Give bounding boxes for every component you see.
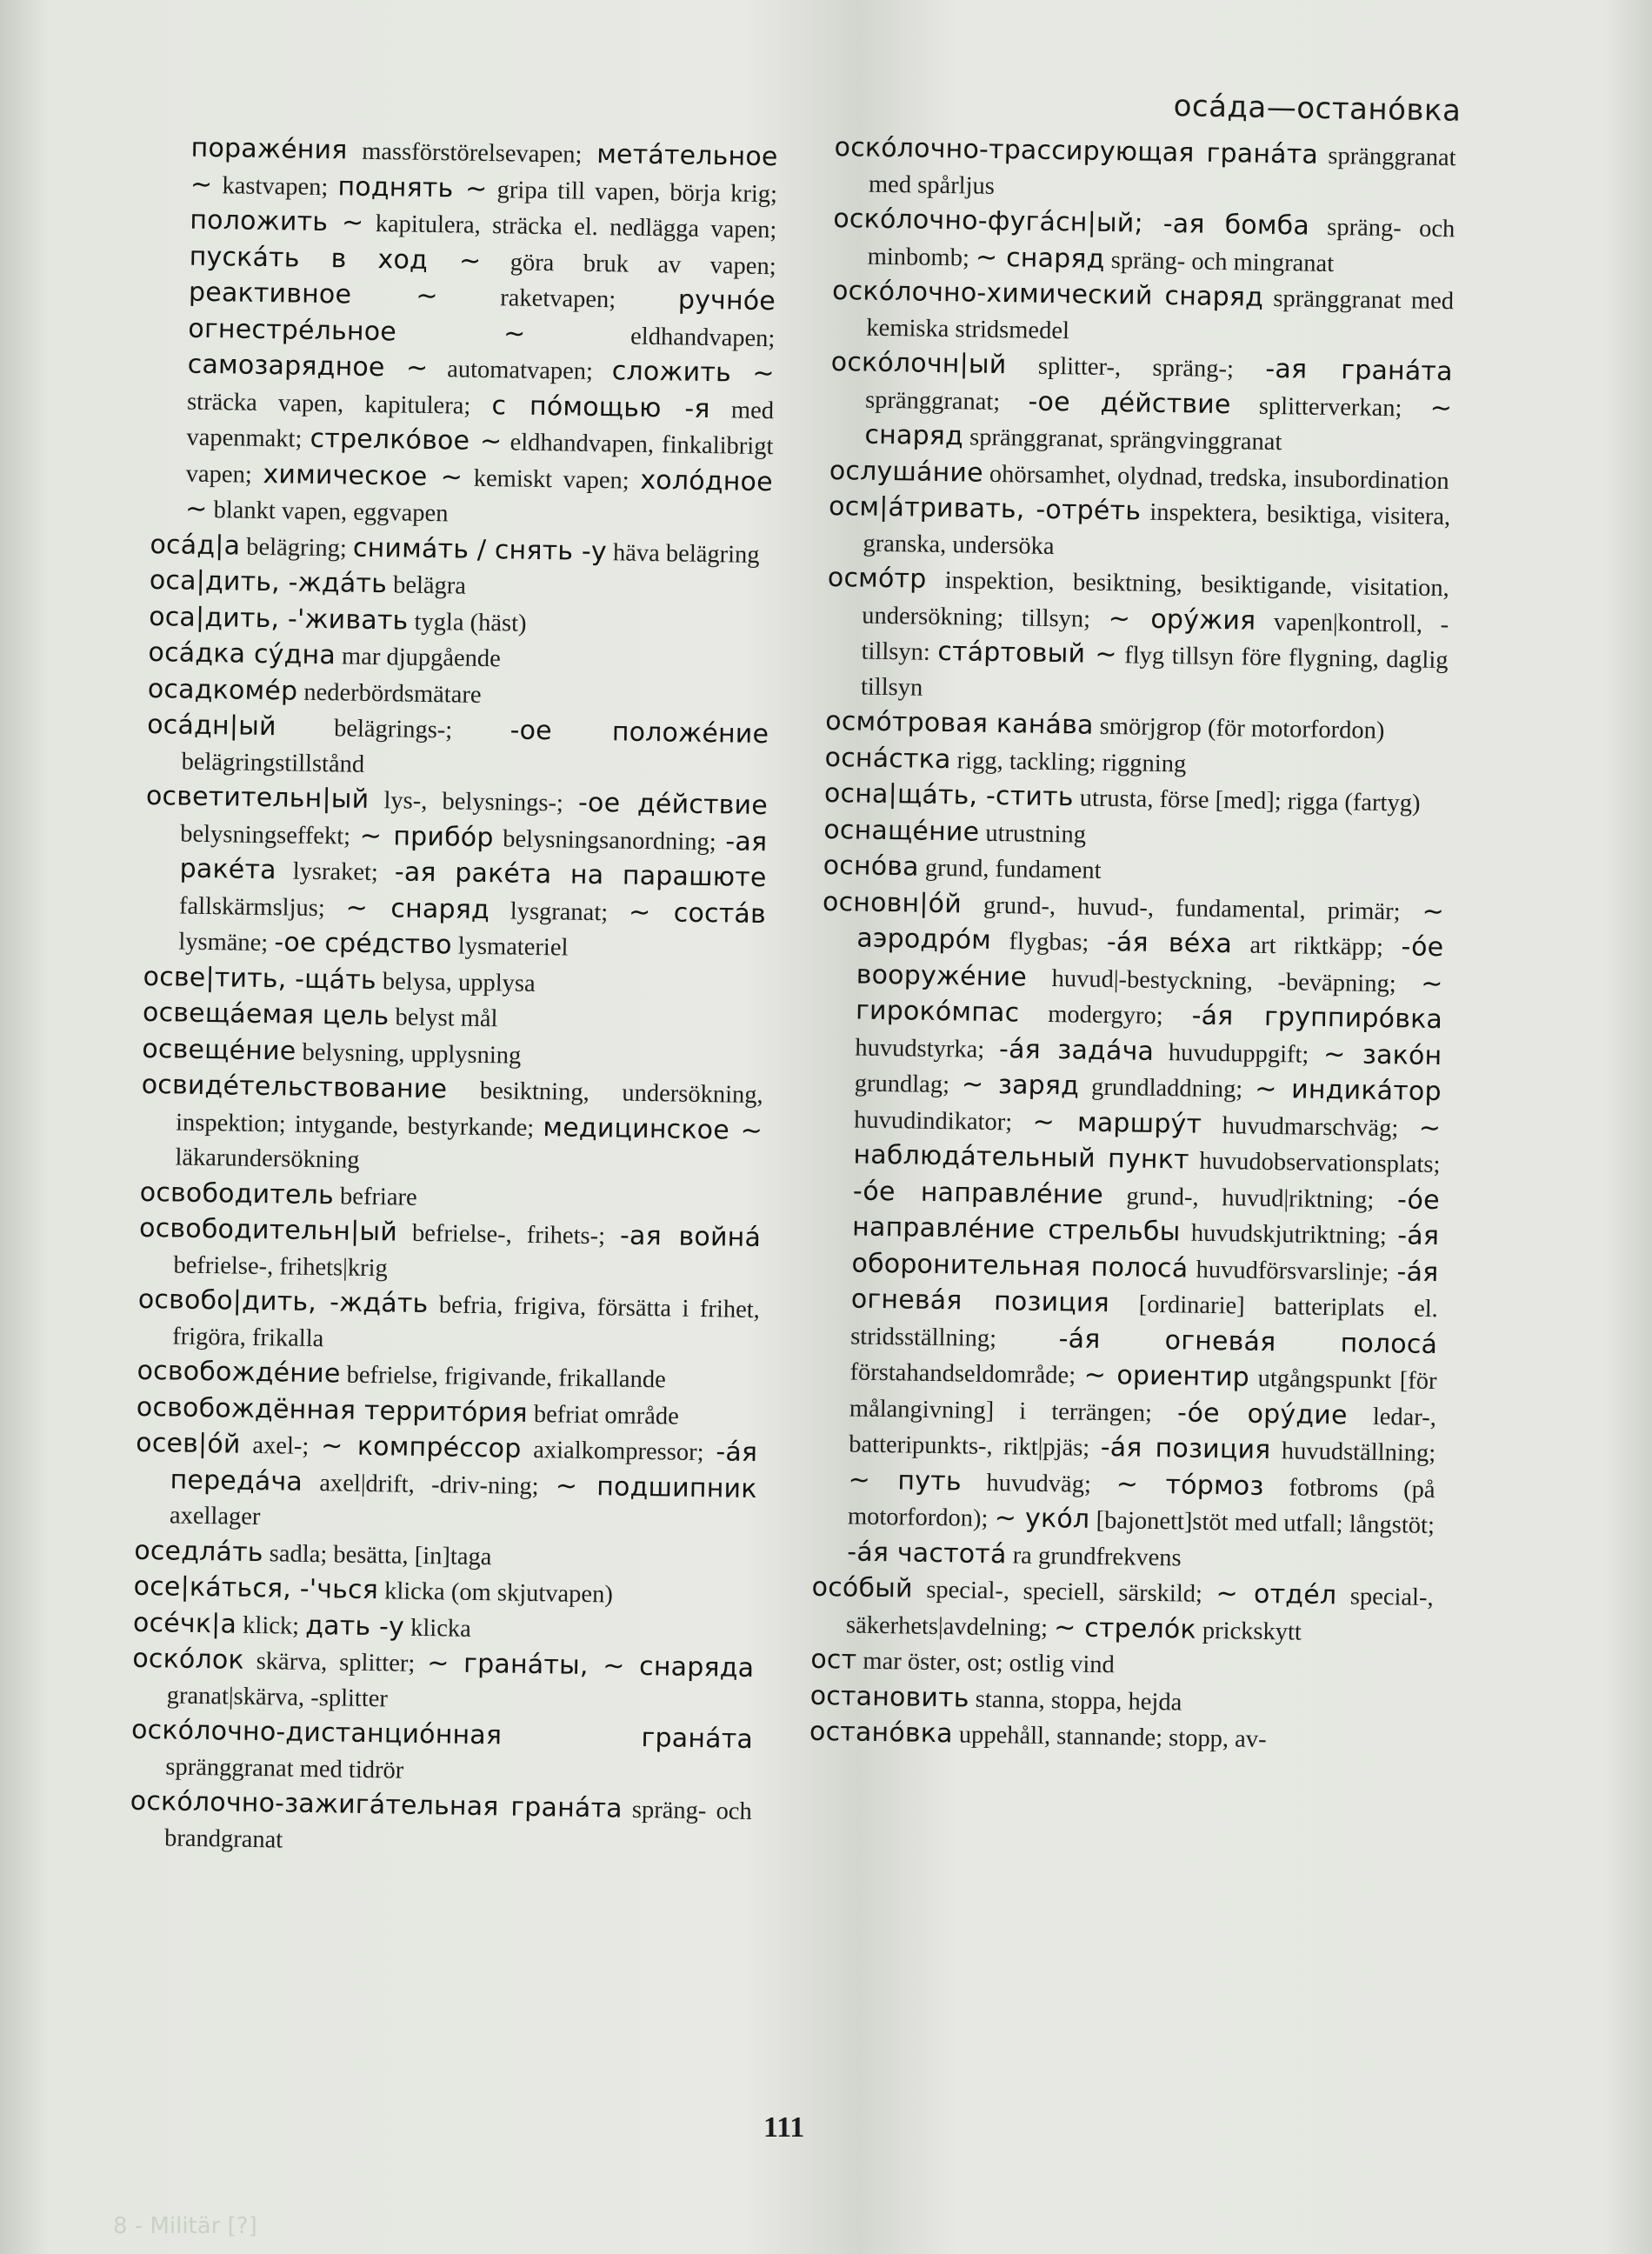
swedish-gloss: nederbördsmätare [297,678,482,709]
dictionary-entry [831,274,1454,355]
swedish-gloss: huvudindikator; [853,1105,1033,1137]
headword: оскóлочно-химический снаряд [831,275,1264,313]
swedish-gloss: göra bruk av vapen; [481,248,776,280]
swedish-gloss: eldhandvapen; [525,321,776,352]
swedish-gloss: spränggranat, sprängvinggranat [963,423,1282,457]
swedish-gloss: ra grundfrekvens [1006,1541,1182,1571]
dictionary-entry [143,779,768,970]
russian-term: -áя оборонительная полосá [851,1220,1440,1284]
swedish-gloss: axialkompressor; [521,1436,716,1467]
swedish-gloss: gripa till vapen, börja krig; [487,176,778,208]
right-column [809,130,1456,1761]
russian-term: ~ орýжия [1108,603,1256,637]
dictionary-entry [826,561,1450,714]
swedish-gloss: belysningseffekt; [180,820,360,850]
russian-term: самозарядное ~ [187,349,429,383]
russian-term: ~ стрелóк [1053,1611,1197,1645]
dictionary-entry [812,884,1444,1580]
swedish-gloss: sadla; besätta, [in]taga [263,1539,492,1570]
russian-term: ~ снаряд [345,892,490,925]
headword: оскóлочно-фугáсн|ый; -ая бомба [833,203,1310,242]
swedish-gloss: grund-, huvud|riktning; [1102,1182,1398,1214]
russian-term: сложить ~ [611,356,775,390]
headword: оскóлочно-дистанциóнная гранáта [130,1714,754,1756]
swedish-gloss: spränggranat med spårljus [868,142,1456,200]
headword: освобо|дить, -ждáть [137,1284,429,1320]
swedish-gloss: ledar-, batteripunkts-, rikt|pjäs; [849,1402,1437,1462]
russian-term: -óе вооружéние [856,931,1444,993]
swedish-gloss: befrielse-, frihets|krig [173,1250,389,1282]
swedish-gloss: fotbroms (på motorfordon); [847,1473,1436,1533]
russian-term: -ая ракéта на парашюте [394,857,767,894]
swedish-gloss: flygbas; [990,927,1108,957]
swedish-gloss: spränggranat med tidrör [165,1752,404,1784]
dictionary-entry-continuation [185,131,778,537]
russian-term: -áя частотá [847,1536,1007,1570]
swedish-gloss: kastvapen; [212,171,338,201]
swedish-gloss: grundlag; [854,1070,963,1099]
swedish-gloss: massförstörelsevapen; [347,137,597,169]
swedish-gloss: huvudmarschväg; [1201,1111,1419,1143]
russian-term: пускáть в ход ~ [189,241,482,277]
russian-term: ~ путь [848,1464,963,1497]
headword: оса|дить, -ждáть [149,564,388,600]
dictionary-entry [130,1784,752,1865]
swedish-gloss: besiktning, undersökning, inspektion; intygande, bestyrkande; [175,1077,763,1142]
russian-term: ~ маршрýт [1032,1106,1202,1140]
swedish-gloss: inspektera, besiktiga, visitera, granska, undersöka [863,498,1451,560]
swedish-gloss: belysa, upplysa [376,967,536,997]
swedish-gloss: huvudväg; [961,1468,1116,1498]
swedish-gloss: huvudstyrka; [855,1034,1000,1064]
swedish-gloss: belysningsanordning; [493,824,726,856]
swedish-gloss: huvuduppgift; [1153,1038,1324,1069]
headword: осáд|а [150,529,241,562]
swedish-gloss: [bajonett]stöt med utfall; långstöt; [1089,1506,1436,1540]
russian-term: снимáть / снять -у [352,532,608,567]
swedish-gloss: grund-, huvud-, fundamental, primär; [961,890,1422,926]
russian-term: реактивное ~ [188,277,438,312]
headword: осе|кáться, -'чься [133,1570,379,1606]
russian-term: -áя позиция [1100,1431,1271,1466]
swedish-gloss: flyg tillsyn före flygning, daglig tillsyn [860,642,1449,702]
swedish-gloss: splitterverkan; [1230,391,1430,423]
swedish-gloss: befrielse-, frihets-; [396,1219,621,1250]
russian-term: поражéния [190,132,348,166]
headword: освободительн|ый [138,1212,398,1248]
russian-term: ~ прибóр [359,820,494,853]
headword: освобождéние [137,1355,341,1390]
headword: оскóлочно-трассирующая гранáта [834,131,1319,170]
dictionary-entry [140,1068,763,1185]
headword: останóвка [809,1716,954,1750]
headword: оскóлочно-зажигáтельная гранáта [130,1785,623,1824]
russian-term: -áя группирóвка [1191,1000,1443,1036]
dictionary-entry [137,1283,760,1364]
swedish-gloss: utrustning [979,819,1087,849]
dictionary-entry [138,1211,761,1292]
russian-term: ~ компрéссор [320,1430,522,1464]
russian-term: стрелкóвое ~ [310,423,503,457]
swedish-gloss: uppehåll, stannande; stopp, av- [952,1721,1267,1754]
headword: освещáемая цель [142,997,390,1032]
headword: осéчк|а [132,1607,237,1640]
swedish-gloss: automatvapen; [428,355,613,386]
headword: ослушáние [829,455,984,489]
swedish-gloss: förstahandseldområde; [849,1358,1085,1390]
swedish-gloss: klicka [403,1614,472,1643]
swedish-gloss: belägring; [239,533,354,563]
russian-term: -óе орýдие [1176,1397,1348,1430]
russian-term: -óе направлéние [852,1175,1104,1210]
swedish-gloss: befrielse, frigivande, frikallande [340,1361,666,1394]
russian-term: ~ аэродрóм [856,896,1445,956]
swedish-gloss: häva belägring [606,538,760,569]
russian-term: медицинское ~ [543,1111,763,1146]
russian-term: -ая гранáта [1265,353,1454,388]
swedish-gloss: läkarundersökning [175,1144,360,1174]
swedish-gloss: skärva, splitter; [243,1647,428,1678]
swedish-gloss: lysmäne; [178,928,275,957]
headword: осадкомéр [147,673,298,707]
russian-term: ~ гирокóмпас [855,968,1443,1029]
russian-term: -ое дéйствие [577,787,769,822]
russian-term: -ое положéние [510,715,769,750]
headword: освободитель [139,1177,335,1210]
left-column [130,130,778,1865]
swedish-gloss: kapitulera, sträcka el. nedlägga vapen; [363,210,777,244]
russian-term: -áя задáча [998,1033,1155,1067]
swedish-gloss: belyst mål [389,1004,498,1033]
headword: ост [810,1644,857,1676]
headword: освещéние [142,1033,296,1067]
swedish-gloss: belägra [386,571,467,600]
russian-term: -ая ракéта [179,825,768,886]
russian-term: -áя огневáя полосá [1058,1323,1438,1360]
swedish-gloss: stanna, stoppa, hejda [969,1685,1182,1716]
russian-term: ~ заряд [961,1069,1080,1102]
swedish-gloss: lysmateriel [451,932,569,962]
swedish-gloss: utgångspunkt [för målangivning] i terrängen; [849,1364,1437,1427]
running-head: осáда—останóвка [1173,89,1462,129]
swedish-gloss: art riktkäpp; [1231,931,1402,962]
dictionary-entry [828,490,1450,570]
dictionary-entry [131,1642,754,1723]
swedish-gloss: spränggranat; [864,386,1029,417]
headword: остановить [809,1680,969,1714]
russian-term: -áя передáча [170,1437,758,1497]
swedish-gloss: befriare [333,1182,417,1211]
russian-term: ~ закóн [1322,1038,1442,1071]
russian-term: ручнóе огнестрéльное ~ [188,284,776,350]
russian-term: -óе направлéние стрельбы [851,1184,1441,1248]
dictionary-entry [146,708,769,789]
russian-term: -ое дéйствие [1028,386,1231,420]
swedish-gloss: spräng- och minbomb; [867,213,1455,272]
russian-term: ~ наблюдáтельный пункт [853,1112,1442,1176]
headword: осм|áтривать, -отрéть [828,490,1142,527]
swedish-gloss: klicka (om skjutvapen) [377,1577,614,1609]
swedish-gloss: eldhandvapen, finkalibrigt vapen; [185,429,774,489]
swedish-gloss: grund, fundament [918,854,1102,884]
russian-term: ~ снаряд [864,392,1453,452]
swedish-gloss: ohörsamhet, olydnad, tredska, insubordination [983,460,1449,495]
headword: осмóтр [827,562,927,595]
russian-term: ~ ориентир [1083,1359,1250,1393]
swedish-gloss: splitter-, spräng-; [1006,352,1266,383]
swedish-gloss: kemiskt vapen; [462,464,641,495]
headword: оснóва [823,850,920,883]
headword: осáдка сýдна [148,637,336,671]
russian-term: ~ подшипник [555,1470,757,1504]
headword: осев|óй [136,1427,241,1460]
dictionary-entry [834,130,1456,211]
swedish-gloss: spräng- och mingranat [1104,246,1335,277]
swedish-gloss: sträcka vapen, kapitulera; [186,388,492,420]
russian-term: холóдное ~ [184,464,774,524]
russian-term: -ая войнá [619,1220,762,1254]
swedish-gloss: blankt vapen, eggvapen [207,496,449,528]
swedish-gloss: prickskytt [1196,1617,1302,1646]
russian-term: ~ тóрмоз [1116,1468,1264,1502]
swedish-gloss: raketvapen; [437,283,679,315]
swedish-gloss: axellager [169,1502,261,1531]
headword: оснáстка [824,742,951,775]
swedish-gloss: huvudobservationsplats; [1189,1147,1441,1179]
swedish-gloss: special-, säkerhets|avdelning; [845,1583,1434,1642]
swedish-gloss: smörjgrop (för motorfordon) [1093,712,1385,745]
headword: осóбый [811,1571,914,1604]
swedish-gloss: spränggranat med kemiska stridsmedel [866,284,1455,344]
swedish-gloss: granat|skärva, -splitter [166,1681,389,1712]
dictionary-entry [832,202,1455,283]
swedish-gloss: spräng- och brandgranat [163,1796,752,1854]
russian-term: -ое срéдство [274,927,452,961]
swedish-gloss: huvudskjutriktning; [1180,1219,1398,1250]
headword: осна|щáть, -стить [823,777,1074,813]
russian-term: ~ снаряд [975,242,1105,275]
bleed-through-footer: 8 - Militär [?] [113,2213,257,2239]
russian-term: с пóмощью -я [491,390,710,424]
swedish-gloss: mar öster, ost; ostlig vind [856,1647,1116,1679]
swedish-gloss: belägrings-; [276,714,510,745]
russian-term: -áя вéха [1106,927,1233,960]
headword: оскóлочн|ый [830,346,1007,381]
headword: осве|тить, -щáть [143,961,377,996]
swedish-gloss: vapen|kontroll, -tillsyn: [861,608,1449,666]
headword: осмóтровая канáва [825,705,1094,741]
swedish-gloss: lysraket; [276,857,396,887]
dictionary-entry [130,1713,753,1794]
swedish-gloss: huvud|-bestyckning, -beväpning; [1026,964,1422,998]
headword: оснащéние [823,814,980,848]
headword: основн|óй [822,886,963,919]
swedish-gloss: tygla (häst) [408,608,527,637]
headword: оседлáть [134,1535,263,1568]
russian-term: метáтельное ~ [190,138,778,200]
swedish-gloss: modergyro; [1019,1000,1192,1030]
swedish-gloss: lysgranat; [489,897,629,927]
swedish-gloss: belysning, upplysning [296,1038,522,1070]
russian-term: ~ укóл [994,1503,1090,1535]
dictionary-entry [829,345,1453,463]
russian-term: -áя огневáя позиция [850,1256,1439,1319]
swedish-gloss: grundladdning; [1078,1073,1256,1104]
headword: освобождённая территóрия [136,1391,529,1429]
swedish-gloss: lys-, belysnings-; [369,786,579,817]
russian-term: положить ~ [190,204,364,238]
russian-term: стáртовый ~ [937,636,1118,670]
swedish-gloss: med vapenmakt; [186,396,775,453]
swedish-gloss: fallskärmsljus; [178,892,346,923]
headword: освидéтельствование [141,1069,448,1105]
russian-term: ~ состáв [628,897,767,930]
russian-term: химическое ~ [263,458,463,493]
dictionary-entry [811,1570,1434,1652]
swedish-gloss: inspektion, besiktning, besiktigande, visitation, undersökning; tillsyn; [862,566,1450,633]
russian-term: ~ индикáтор [1254,1073,1442,1108]
swedish-gloss: huvudförsvarslinje; [1188,1256,1397,1286]
headword: осáдн|ый [146,709,277,743]
swedish-gloss: befriat område [527,1400,680,1430]
russian-term: ~ отдéл [1216,1578,1337,1611]
page-number: 111 [763,2111,805,2144]
headword: оскóлок [132,1643,245,1676]
russian-term: поднять ~ [337,170,488,204]
swedish-gloss: belägringstillstånd [181,748,365,778]
swedish-gloss: huvudställning; [1270,1437,1436,1468]
russian-term: дать -у [304,1610,405,1643]
headword: оса|дить, -'живать [148,601,409,637]
swedish-gloss: [ordinarie] batteriplats el. stridsställning; [849,1290,1439,1353]
headword: осветительн|ый [145,780,370,815]
swedish-gloss: axel|drift, -driv-ning; [302,1469,556,1500]
swedish-gloss: klick; [236,1611,306,1640]
swedish-gloss: axel-; [240,1431,322,1461]
swedish-gloss: special-, speciell, särskild; [912,1576,1216,1609]
dictionary-entry [135,1426,758,1544]
swedish-gloss: rigg, tackling; riggning [950,746,1187,777]
swedish-gloss: befria, frigiva, försätta i frihet, frigöra, frikalla [171,1291,761,1352]
swedish-gloss: mar djupgående [335,643,502,673]
russian-term: ~ гранáты, ~ снаряда [426,1648,755,1684]
swedish-gloss: utrusta, förse [med]; rigga (fartyg) [1073,784,1421,817]
